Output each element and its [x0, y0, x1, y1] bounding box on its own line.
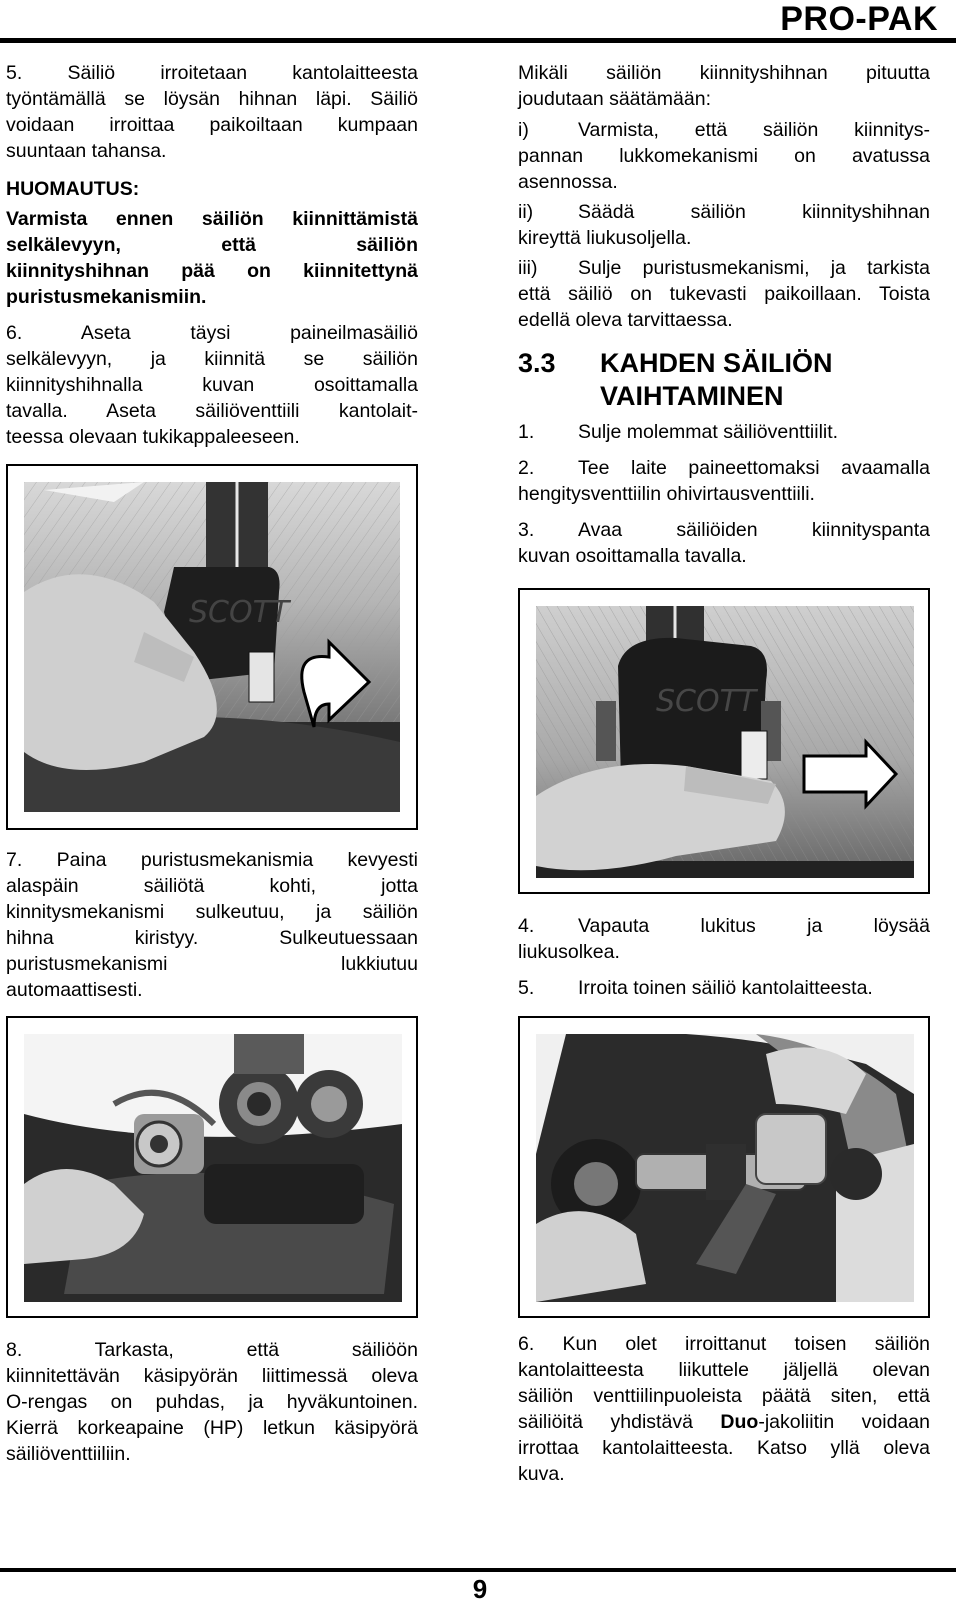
step-text: Tee laite paineettomaksi avaamalla: [578, 457, 930, 479]
step-num: 3.: [518, 519, 535, 541]
step-3: [518, 517, 930, 543]
step-text: Vapauta lukitus ja löysää: [578, 915, 930, 937]
note-line: kiinnityshihnan pää on kiinnitettynä: [6, 260, 418, 282]
note-line: selkälevyyn, että säiliön: [6, 234, 418, 256]
step5-line: työntämällä se löysän hihnan läpi. Säiliö: [6, 88, 418, 110]
note-line: puristusmekanismiin.: [6, 286, 207, 308]
step6-text-part: -jakoliitin voidaan: [758, 1411, 930, 1433]
sub-step-text: edellä oleva tarvittaessa.: [518, 309, 733, 331]
footer-rule: [0, 1568, 956, 1572]
step8-line: kiinnitettävän käsipyörän liittimessä oleva: [6, 1365, 418, 1387]
step6-line: kiinnityshihnalla kuvan osoittamalla: [6, 374, 418, 396]
step6-right-line: 6. Kun olet irroittanut toisen säiliön: [518, 1333, 930, 1355]
step-4: [518, 913, 930, 939]
step7-line: automaattisesti.: [6, 979, 143, 1001]
photo-strap-closing: [6, 464, 418, 830]
step6-right-line: kuva.: [518, 1463, 565, 1485]
header-rule: [0, 38, 956, 43]
step-text: liukusolkea.: [518, 941, 620, 963]
step7-line: kinnitysmekanismi sulkeutuu, ja säiliön: [6, 901, 418, 923]
step6-line: 6. Aseta täysi paineilmasäiliö: [6, 322, 418, 344]
step6-right-line: irrottaa kantolaitteesta. Katso yllä oleva: [518, 1437, 930, 1459]
step7-line: hihna kiristyy. Sulkeutuessaan: [6, 927, 418, 949]
step5-line: voidaan irroittaa paikoiltaan kumpaan: [6, 114, 418, 136]
sub-step-num: ii): [518, 201, 534, 223]
right-text-block-3: [518, 1331, 930, 1487]
sub-step-text: Sulje puristusmekanismi, ja tarkista: [578, 257, 930, 279]
step7-line: puristusmekanismi lukkiutuu: [6, 953, 418, 975]
step6-line: teessa olevaan tukikappaleeseen.: [6, 426, 300, 448]
left-text-block-1: [6, 60, 418, 450]
scott-logo-emboss: SCOTT: [656, 684, 757, 719]
sub-step-text: asennossa.: [518, 171, 618, 193]
step-text: Avaa säiliöiden kiinnityspanta: [578, 519, 930, 541]
step8-line: Kierrä korkeapaine (HP) letkun käsipyörä: [6, 1417, 418, 1439]
step-text: Sulje molemmat säiliöventtiilit.: [578, 421, 839, 443]
sub-step-num: i): [518, 119, 529, 141]
photo-strap-opening: [518, 588, 930, 894]
section-title-line: KAHDEN SÄILIÖN: [600, 348, 833, 378]
sub-step-num: iii): [518, 257, 538, 279]
section-number: 3.3: [518, 348, 556, 378]
strap-closing-illustration: [24, 482, 400, 812]
duo-connector-illustration: [536, 1034, 914, 1302]
section-heading-cont: [518, 380, 930, 413]
step8-line: O-rengas on puhdas, ja hyväkuntoinen.: [6, 1391, 418, 1413]
section-heading: [518, 347, 930, 380]
page-number: 9: [472, 1574, 488, 1604]
right-text-block-2: [518, 913, 930, 1001]
valve-handwheel-illustration: [24, 1034, 402, 1302]
sub-step-text: kireyttä liukusoljella.: [518, 227, 692, 249]
step5-line: 5. Säiliö irroitetaan kantolaitteesta: [6, 62, 418, 84]
step7-line: alaspäin säiliötä kohti, jotta: [6, 875, 418, 897]
photo-valve-handwheel: [6, 1016, 418, 1318]
sub-step-iii: [518, 255, 930, 281]
sub-step-ii: [518, 199, 930, 225]
step-text: hengitysventtiilin ohivirtausventtiili.: [518, 483, 815, 505]
step-5: [518, 975, 930, 1001]
step6-right-line: kantolaitteesta liikuttele jäljellä olevan: [518, 1359, 930, 1381]
sub-step-text: Varmista, että säiliön kiinnitys-: [578, 119, 930, 141]
step7-line: 7. Paina puristusmekanismia kevyesti: [6, 849, 418, 871]
step-num: 5.: [518, 977, 535, 999]
note-title: HUOMAUTUS:: [6, 178, 140, 200]
scott-logo-emboss: SCOTT: [189, 595, 290, 630]
sub-step-text: että säiliö on tukevasti paikoillaan. Toista: [518, 283, 930, 305]
sub-step-i: [518, 117, 930, 143]
step6-right-line: säiliön venttiilinpuoleista päätä siten, että: [518, 1385, 930, 1407]
intro-line: Mikäli säiliön kiinnityshihnan pituutta: [518, 62, 930, 84]
sub-step-text: Säädä säiliön kiinnityshihnan: [578, 201, 930, 223]
step6-line: selkälevyyn, ja kiinnitä se säiliön: [6, 348, 418, 370]
step8-line: 8. Tarkasta, että säiliöön: [6, 1339, 418, 1361]
step-2: [518, 455, 930, 481]
step-1: [518, 419, 930, 445]
step-text: Irroita toinen säiliö kantolaitteesta.: [578, 977, 873, 999]
step-num: 2.: [518, 457, 535, 479]
duo-label: Duo: [720, 1411, 759, 1433]
step-num: 4.: [518, 915, 535, 937]
brand-header: PRO-PAK: [780, 0, 938, 38]
step6-line: tavalla. Aseta säiliöventtiili kantolait-: [6, 400, 418, 422]
step-num: 1.: [518, 421, 535, 443]
step8-line: säiliöventtiiliin.: [6, 1443, 131, 1465]
step-text: kuvan osoittamalla tavalla.: [518, 545, 747, 567]
strap-opening-illustration: [536, 606, 914, 878]
note-line: Varmista ennen säiliön kiinnittämistä: [6, 208, 418, 230]
step6-text-part: säiliöitä yhdistävä: [518, 1411, 721, 1433]
sub-step-text: pannan lukkomekanismi on avatussa: [518, 145, 930, 167]
photo-duo-connector: [518, 1016, 930, 1318]
left-text-block-3: [6, 1337, 418, 1467]
right-text-block-1: [518, 60, 930, 569]
step6-right-line: [518, 1409, 930, 1435]
section-title-line: VAIHTAMINEN: [600, 381, 784, 411]
left-text-block-2: [6, 847, 418, 1003]
step5-line: suuntaan tahansa.: [6, 140, 167, 162]
intro-line: joudutaan säätämään:: [518, 88, 711, 110]
